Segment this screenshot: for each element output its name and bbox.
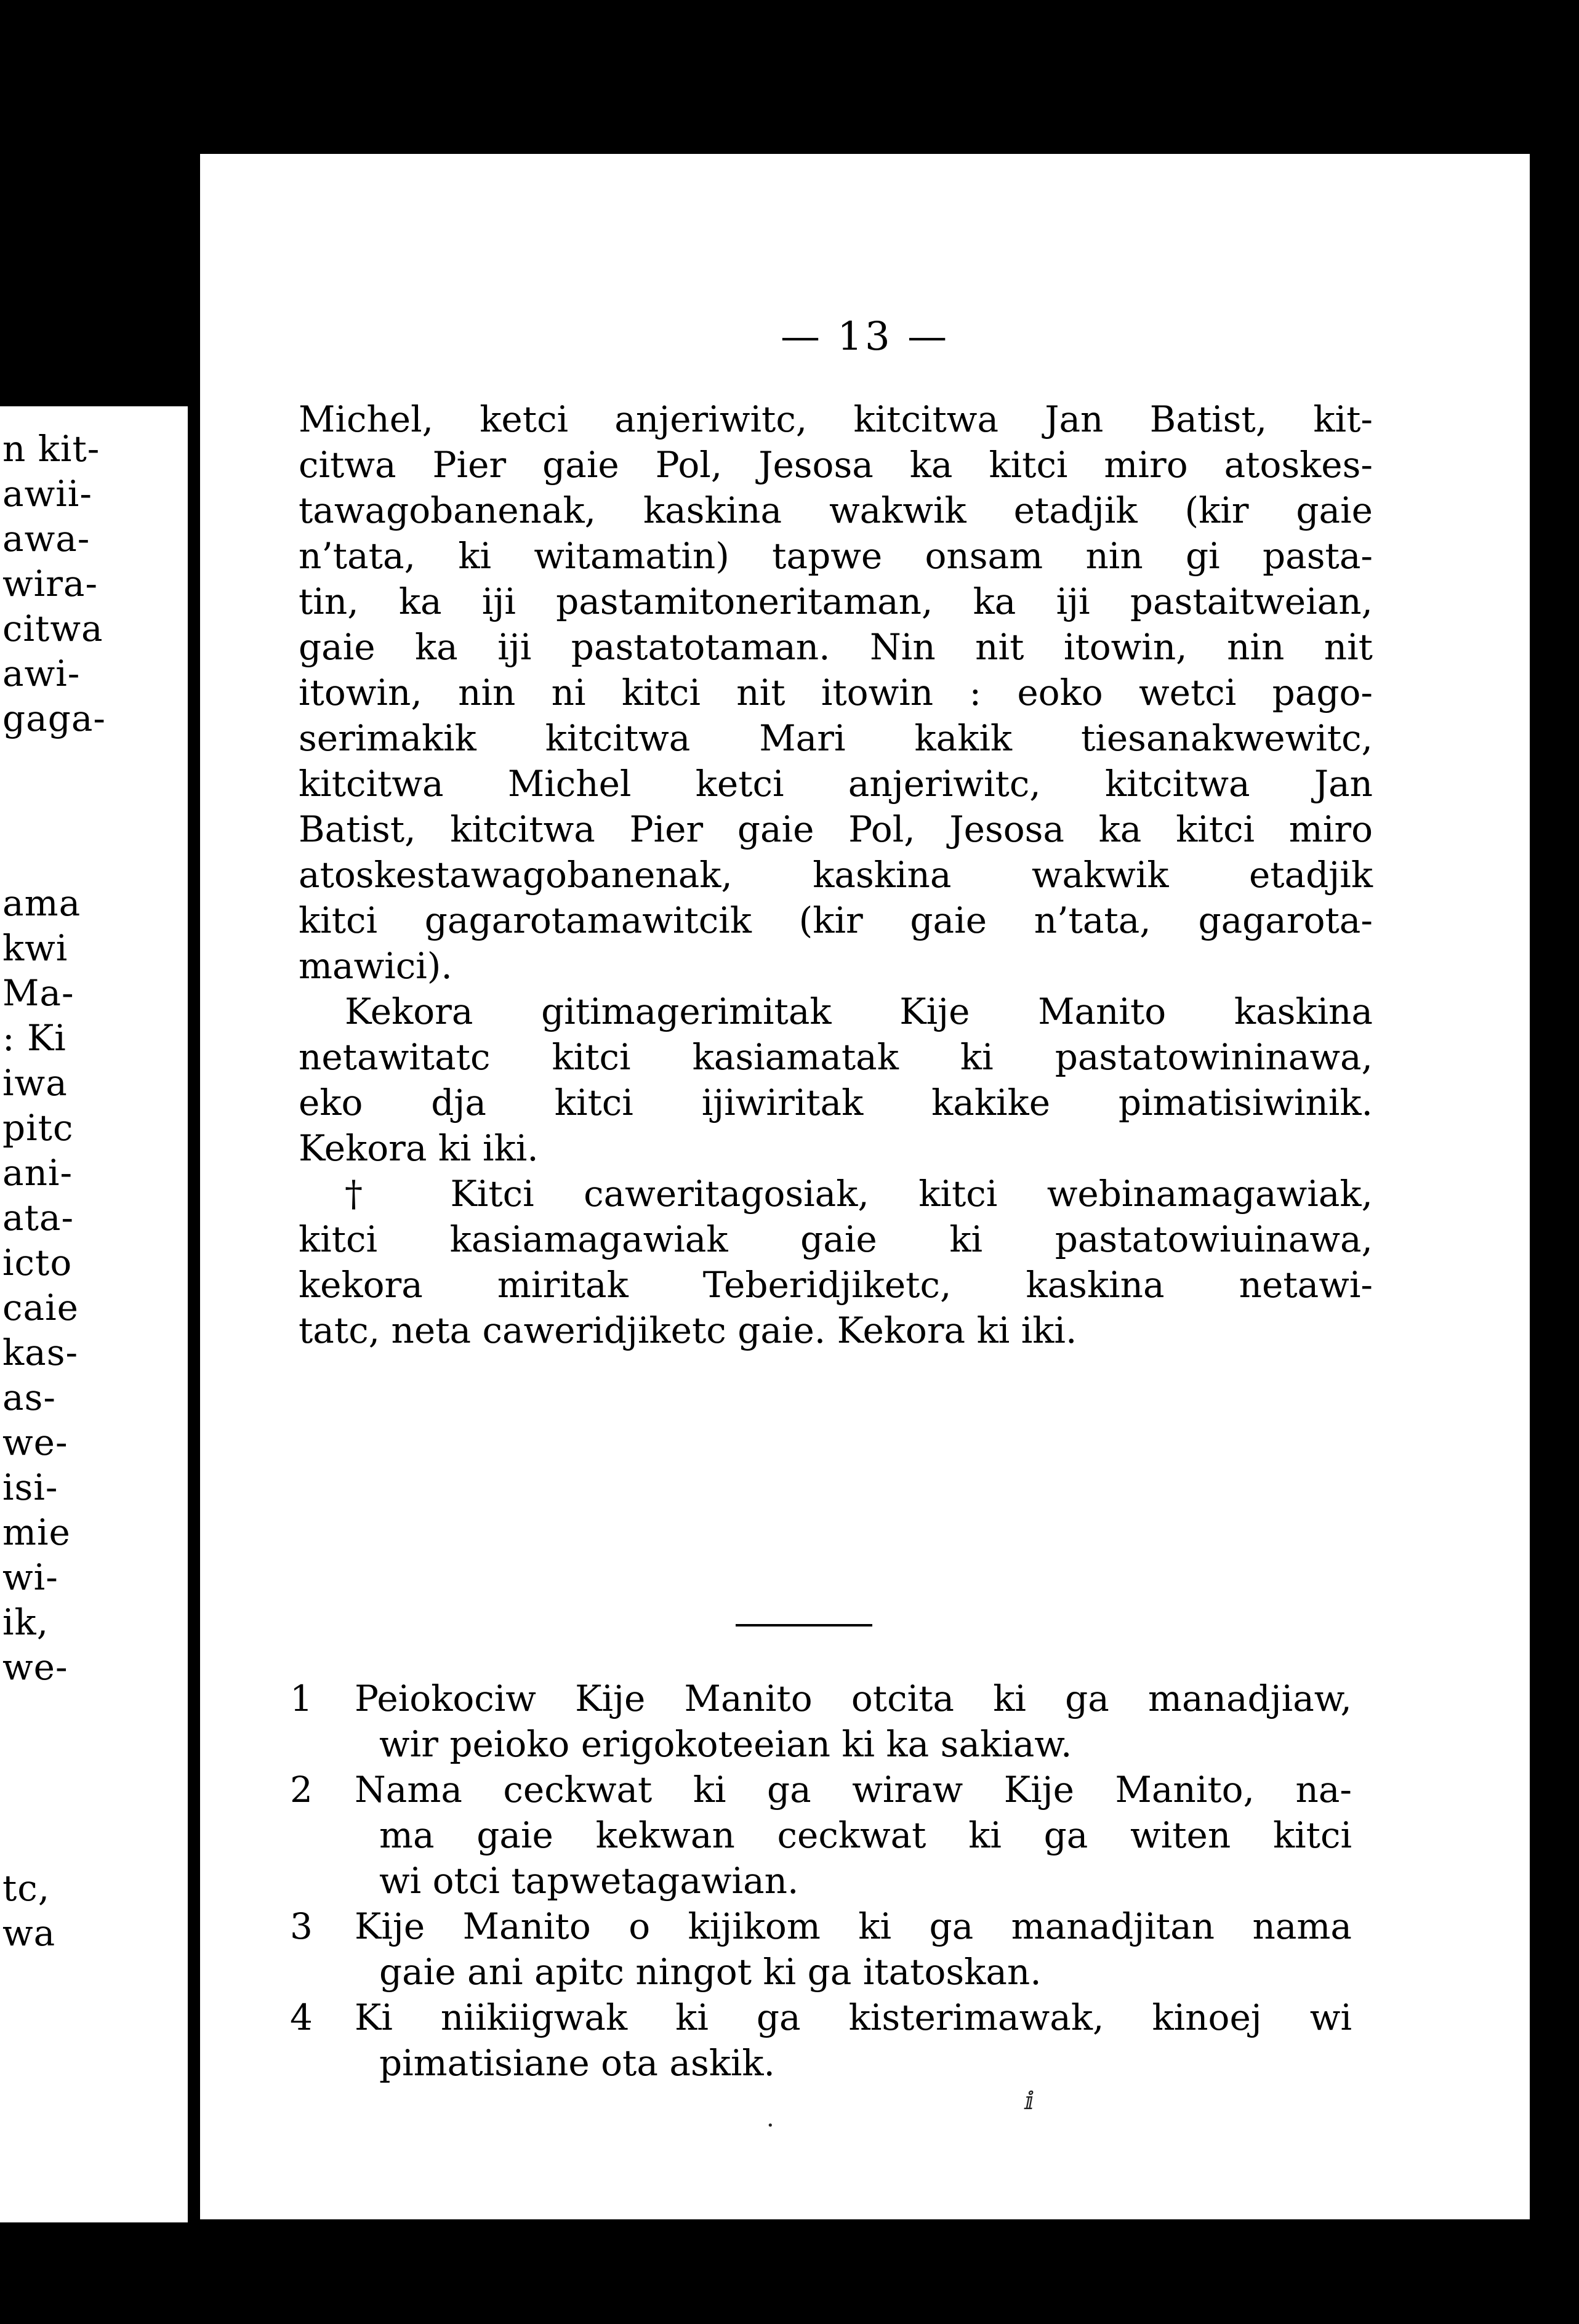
left-fragment: ata- [2,1197,74,1239]
left-fragment: ik, [2,1601,49,1643]
left-fragment: n kit- [2,428,100,470]
list-text: Peiokociw Kije Manito otcita ki ga manadjiaw, [355,1678,1352,1719]
text-line: serimakik kitcitwa Mari kakik tiesanakwewitc, [299,717,1373,759]
left-fragment: we- [2,1646,68,1688]
left-fragment: ani- [2,1152,73,1194]
left-fragment: awii- [2,473,92,515]
left-fragment: kwi [2,927,68,969]
left-fragment: : Ki [2,1017,66,1059]
left-fragment: as- [2,1377,56,1418]
left-fragment: mie [2,1511,71,1553]
list-text: Nama ceckwat ki ga wiraw Kije Manito, na- [355,1769,1352,1811]
list-text: ma gaie kekwan ceckwat ki ga witen kitci [379,1814,1352,1856]
left-fragment: Ma- [2,972,74,1014]
left-fragment: awa- [2,518,90,560]
left-fragment: pitc [2,1107,74,1149]
list-text: wi otci tapwetagawian. [379,1860,799,1902]
left-fragment: we- [2,1421,68,1463]
text-line: n’tata, ki witamatin) tapwe onsam nin gi pasta- [299,535,1373,577]
left-fragment: iwa [2,1062,68,1104]
left-fragment: citwa [2,608,103,649]
text-line: mawici). [299,945,452,987]
text-line: citwa Pier gaie Pol, Jesosa ka kitci miro atoskes- [299,444,1373,486]
left-fragment: ama [2,882,81,924]
text-line: tatc, neta caweridjiketc gaie. Kekora ki iki. [299,1309,1077,1351]
left-fragment: awi- [2,653,81,694]
left-fragment: isi- [2,1466,58,1508]
left-fragment: wi- [2,1556,58,1598]
text-line: † Kitci caweritagosiak, kitci webinamagawiak, [345,1173,1373,1215]
text-line: kitci kasiamagawiak gaie ki pastatowiuinawa, [299,1218,1373,1260]
text-line: Kekora ki iki. [299,1127,539,1169]
left-fragment: icto [2,1242,73,1284]
section-divider [736,1624,872,1626]
list-number: 1 [290,1678,313,1719]
text-line: tawagobanenak, kaskina wakwik etadjik (kir gaie [299,489,1373,531]
list-number: 3 [290,1905,313,1947]
text-line: kitcitwa Michel ketci anjeriwitc, kitcitwa Jan [299,763,1373,805]
text-line: eko dja kitci ijiwiritak kakike pimatisiwinik. [299,1082,1373,1124]
text-line: kekora miritak Teberidjiketc, kaskina netawi- [299,1264,1373,1306]
text-line: tin, ka iji pastamitoneritaman, ka iji pastaitweian, [299,581,1373,622]
left-fragment: caie [2,1287,79,1329]
left-page-strip [0,406,188,2222]
list-text: Kije Manito o kijikom ki ga manadjitan nama [355,1905,1352,1947]
scan-speck: · [766,2112,774,2140]
text-line: kitci gagarotamawitcik (kir gaie n’tata, gagarota- [299,899,1373,941]
text-line: Michel, ketci anjeriwitc, kitcitwa Jan Batist, kit- [299,398,1373,440]
page-number: — 13 — [780,314,950,360]
text-line: gaie ka iji pastatotaman. Nin nit itowin, nin nit [299,626,1373,668]
left-fragment: wa [2,1912,56,1954]
scan-speck: ⅈ [1025,2087,1035,2115]
list-text: wir peioko erigokoteeian ki ka sakiaw. [379,1723,1072,1765]
left-fragment: kas- [2,1332,79,1373]
list-number: 2 [290,1769,313,1811]
text-line: atoskestawagobanenak, kaskina wakwik etadjik [299,854,1373,896]
left-fragment: gaga- [2,698,106,739]
list-number: 4 [290,1996,313,2038]
left-fragment: tc, [2,1867,50,1909]
list-text: pimatisiane ota askik. [379,2042,775,2084]
book-page [200,154,1530,2219]
text-line: netawitatc kitci kasiamatak ki pastatowininawa, [299,1036,1373,1078]
text-line: Batist, kitcitwa Pier gaie Pol, Jesosa ka kitci miro [299,808,1373,850]
list-text: gaie ani apitc ningot ki ga itatoskan. [379,1951,1042,1993]
left-fragment: wira- [2,563,98,605]
text-line: itowin, nin ni kitci nit itowin : eoko wetci pago- [299,672,1373,714]
list-text: Ki niikiigwak ki ga kisterimawak, kinoej wi [355,1996,1352,2038]
text-line: Kekora gitimagerimitak Kije Manito kaskina [345,991,1373,1032]
